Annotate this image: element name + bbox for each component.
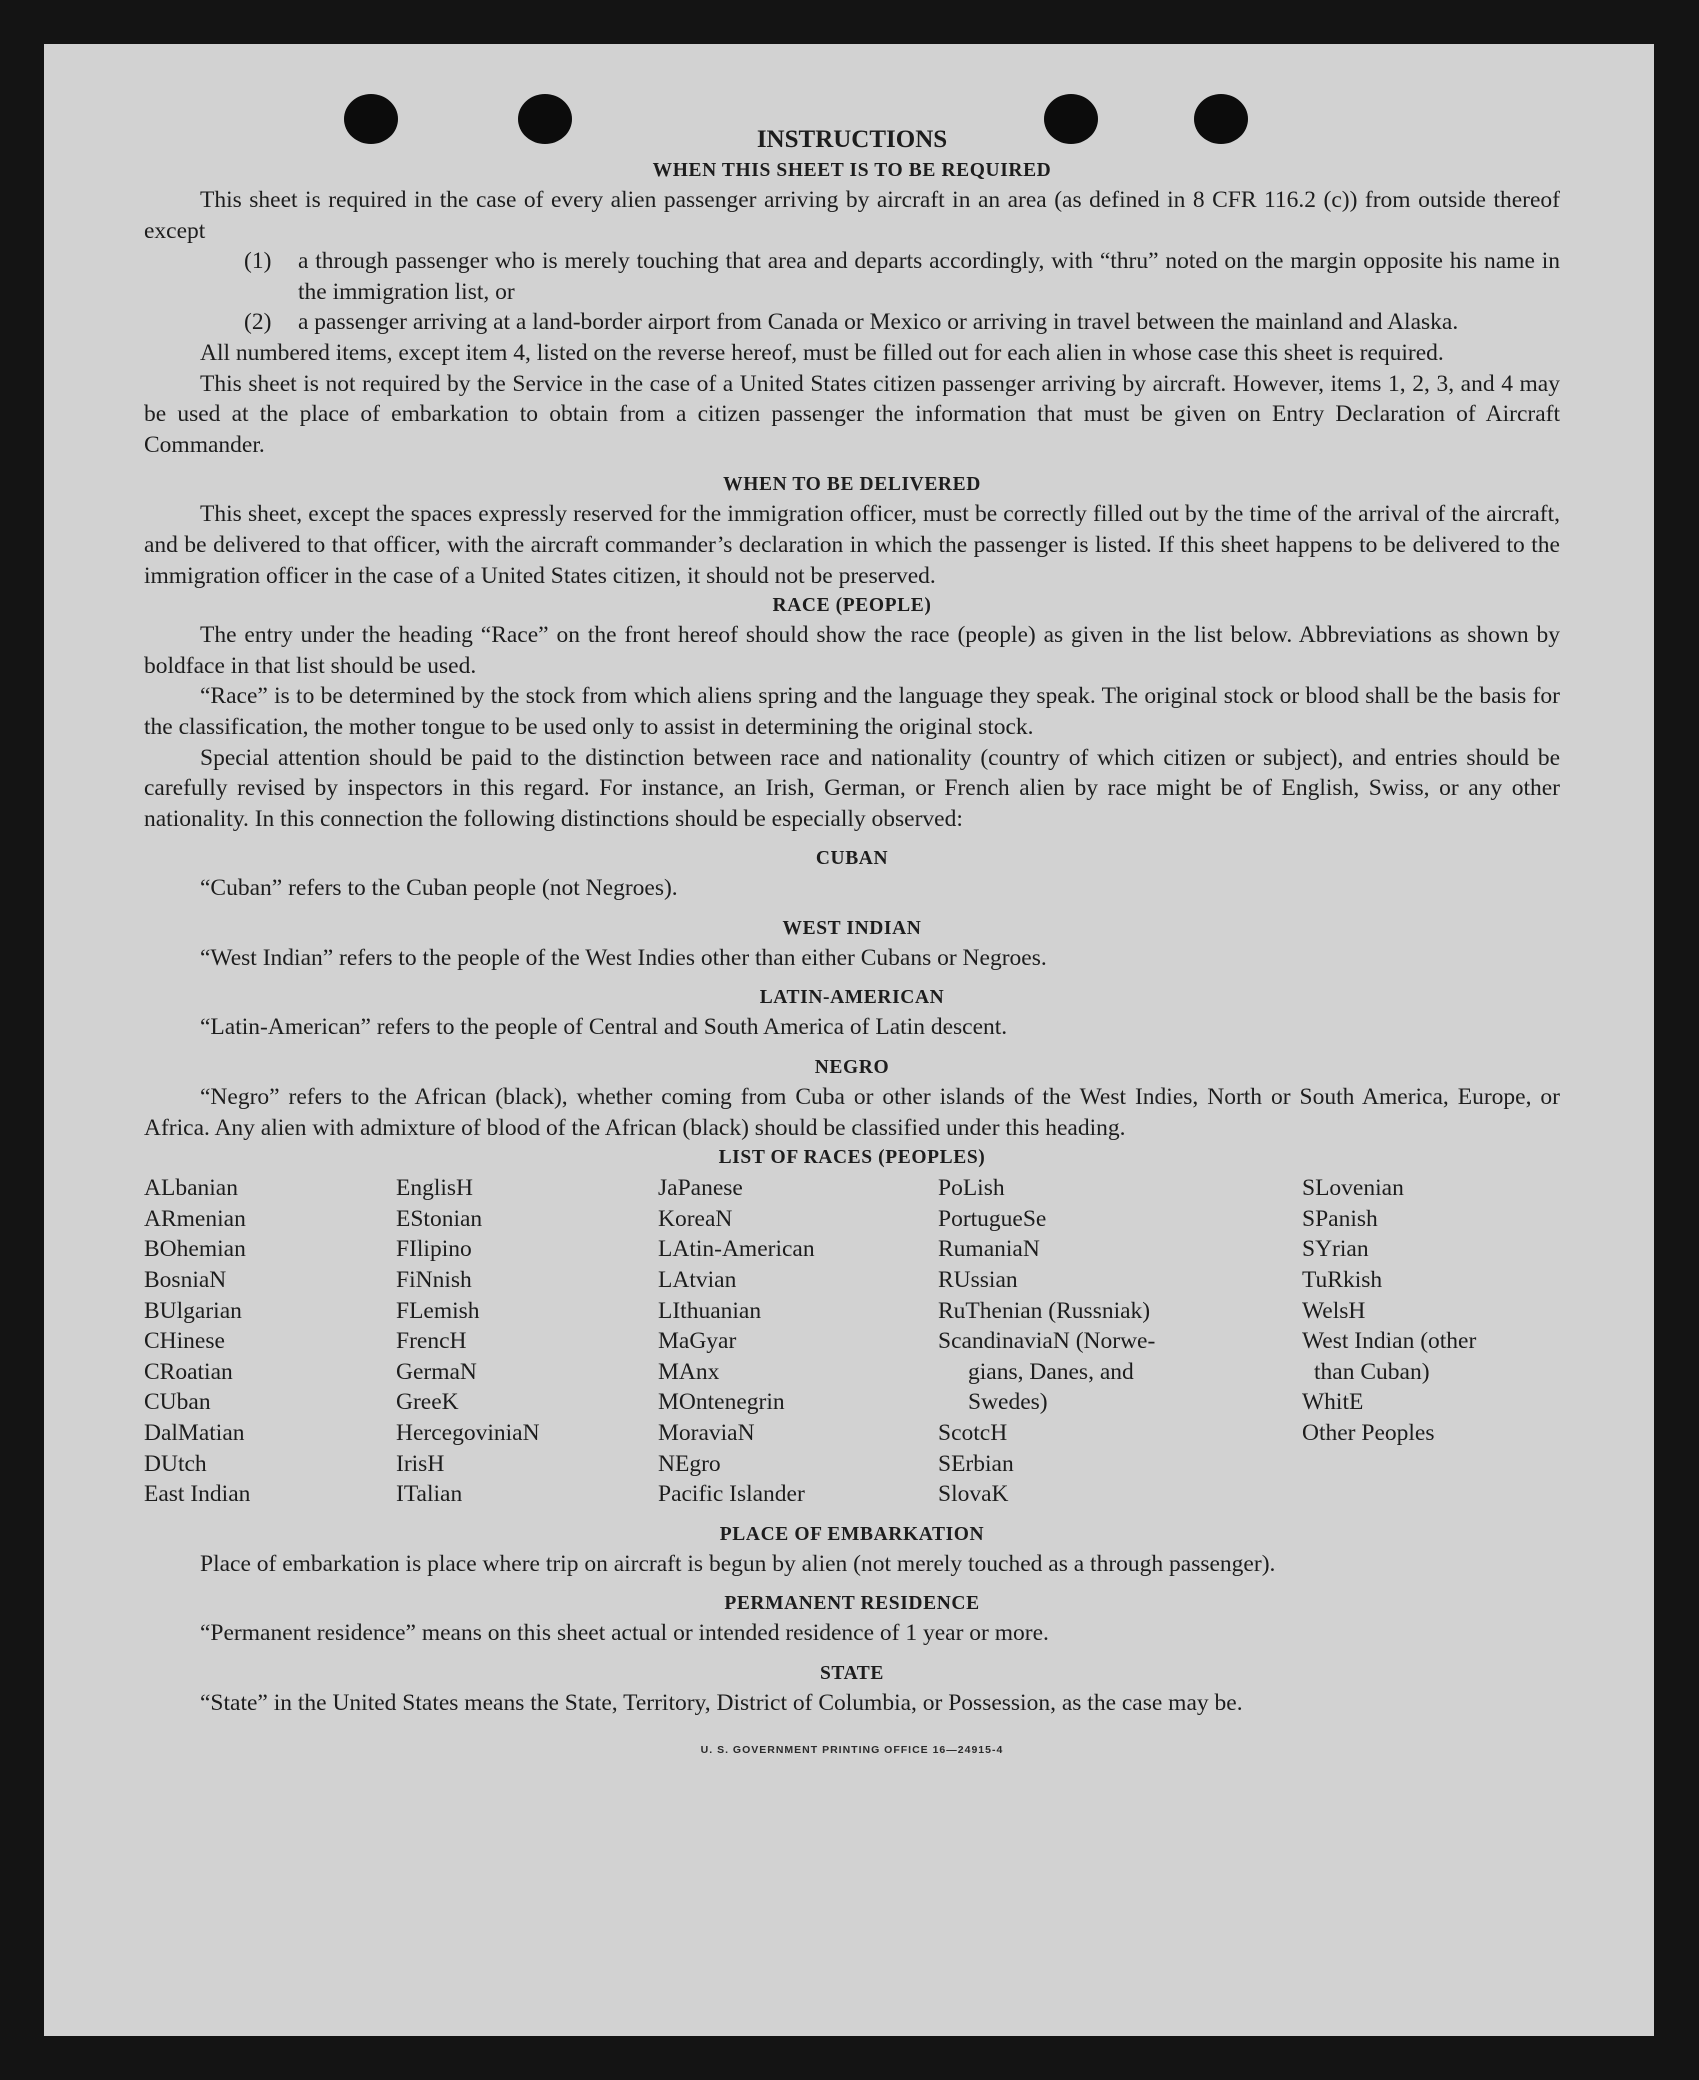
race-entry: SLovenian: [1302, 1175, 1404, 1202]
race-entry: FiNnish: [396, 1267, 472, 1294]
heading-when-delivered: WHEN TO BE DELIVERED: [723, 474, 981, 496]
race-entry: Pacific Islander: [658, 1481, 805, 1508]
paragraph: Special attention should be paid to the distinction between race and nationality (country of which citizen or subject), and entries should be carefully revised by inspectors in this regard. For instance, an Irish, German, or French alien by race might be of English, Swiss, or any other nationality. In this connection the following distinctions should be especially observed:: [144, 744, 1560, 832]
race-entry: LAtin-American: [658, 1236, 815, 1263]
paragraph: All numbered items, except item 4, listed on the reverse hereof, must be filled out for each alien in whose case this sheet is required.: [200, 339, 1444, 366]
race-entry: JaPanese: [658, 1175, 743, 1202]
race-entry: MaGyar: [658, 1328, 737, 1355]
document-sheet: [44, 44, 1654, 2036]
race-entry: CUban: [144, 1389, 211, 1416]
paragraph: “Latin-American” refers to the people of Central and South America of Latin descent.: [200, 1014, 1008, 1041]
race-entry: East Indian: [144, 1481, 251, 1508]
heading-latin-american: LATIN-AMERICAN: [759, 987, 945, 1009]
race-entry: KoreaN: [658, 1205, 733, 1232]
heading-when-required: WHEN THIS SHEET IS TO BE REQUIRED: [652, 160, 1052, 181]
race-entry: SYrian: [1302, 1236, 1369, 1263]
race-entry: DUtch: [144, 1450, 207, 1477]
race-entry: MoraviaN: [658, 1420, 755, 1446]
paragraph: “Cuban” refers to the Cuban people (not Negroes).: [200, 875, 678, 902]
races-column: [938, 1173, 1302, 1510]
race-entry: NEgro: [658, 1450, 721, 1477]
race-entry: West Indian (other: [1302, 1328, 1477, 1355]
list-item: [144, 246, 1560, 307]
race-entry-continuation: Swedes): [968, 1389, 1048, 1416]
race-entry: TuRkish: [1302, 1267, 1383, 1294]
races-column: [396, 1173, 658, 1510]
race-entry: EStonian: [396, 1205, 483, 1232]
paragraph: “Negro” refers to the African (black), whether coming from Cuba or other islands of the West Indies, North or South America, Europe, or Africa. Any alien with admixture of blood of the African (black) should be classified under this heading.: [144, 1084, 1560, 1141]
race-entry: DalMatian: [144, 1420, 245, 1446]
race-entry: LIthuanian: [658, 1297, 762, 1324]
heading-race: RACE (PEOPLE): [772, 595, 932, 617]
race-entry: WhitE: [1302, 1389, 1364, 1416]
race-entry: SPanish: [1302, 1205, 1378, 1232]
item-text: a passenger arriving at a land-border airport from Canada or Mexico or arriving in travel between the mainland and Alaska.: [298, 309, 1459, 336]
race-entry-continuation: than Cuban): [1314, 1358, 1430, 1385]
paragraph: The entry under the heading “Race” on the front hereof should show the race (people) as given in the list below. Abbreviations as shown by boldface in that list should be used.: [144, 622, 1560, 679]
paragraph: “State” in the United States means the State, Territory, District of Columbia, or Possession, as the case may be.: [200, 1689, 1243, 1716]
heading-list-of-races: LIST OF RACES (PEOPLES): [718, 1147, 986, 1169]
races-column: [144, 1173, 396, 1510]
race-entry: GermaN: [396, 1358, 477, 1385]
heading-residence: PERMANENT RESIDENCE: [724, 1593, 980, 1615]
heading-negro: NEGRO: [814, 1057, 890, 1079]
race-entry: MOntenegrin: [658, 1389, 785, 1416]
race-entry: BosniaN: [144, 1267, 227, 1294]
race-entry: LAtvian: [658, 1267, 737, 1294]
race-entry: EnglisH: [396, 1175, 474, 1202]
race-entry: FIlipino: [396, 1236, 472, 1263]
race-entry: CRoatian: [144, 1358, 233, 1385]
race-entry: ScotcH: [938, 1420, 1008, 1446]
race-entry: RUssian: [938, 1267, 1018, 1294]
paragraph: This sheet is required in the case of every alien passenger arriving by aircraft in an area (as defined in 8 CFR 116.2 (c)) from outside thereof except: [144, 187, 1560, 244]
race-entry: Other Peoples: [1302, 1420, 1435, 1446]
item-text: a through passenger who is merely touching that area and departs accordingly, with “thru” noted on the margin opposite his name in the immigration list, or: [298, 248, 1560, 305]
race-entry: HercegoviniaN: [396, 1420, 540, 1446]
race-entry: BOhemian: [144, 1236, 246, 1263]
race-entry: FLemish: [396, 1297, 480, 1324]
paragraph: This sheet is not required by the Service in the case of a United States citizen passenger arriving by aircraft. However, items 1, 2, 3, and 4 may be used at the place of embarkation to obtain from a citizen passenger the information that must be given on Entry Declaration of Aircraft Commander.: [144, 370, 1560, 458]
paragraph: “West Indian” refers to the people of the West Indies other than either Cubans or Negroes.: [200, 944, 1047, 971]
item-number: (2): [244, 309, 272, 336]
race-entry: FrencH: [396, 1328, 467, 1355]
race-entry-continuation: gians, Danes, and: [968, 1358, 1134, 1385]
race-entry: ALbanian: [144, 1175, 238, 1202]
race-entry: WelsH: [1302, 1297, 1366, 1324]
paragraph: “Permanent residence” means on this sheet actual or intended residence of 1 year or more.: [200, 1620, 1049, 1647]
heading-west-indian: WEST INDIAN: [782, 917, 922, 939]
paragraph: This sheet, except the spaces expressly reserved for the immigration officer, must be correctly filled out by the time of the arrival of the aircraft, and be delivered to that officer, with the aircraft commander’s declaration in which the passenger is listed. If this sheet happens to be delivered to the immigration officer in the case of a United States citizen, it should not be preserved.: [144, 501, 1560, 589]
printer-imprint: U. S. GOVERNMENT PRINTING OFFICE 16—24915-4: [700, 1743, 1004, 1756]
race-entry: PoLish: [938, 1175, 1005, 1202]
races-column: [658, 1173, 938, 1510]
race-entry: BUlgarian: [144, 1297, 242, 1324]
heading-state: STATE: [819, 1662, 885, 1684]
race-entry: ITalian: [396, 1481, 463, 1508]
race-entry: ARmenian: [144, 1205, 246, 1232]
race-entry: PortugueSe: [938, 1205, 1047, 1232]
races-column: [1302, 1173, 1560, 1510]
item-number: (1): [244, 248, 272, 275]
heading-cuban: CUBAN: [815, 848, 889, 870]
race-entry: CHinese: [144, 1328, 225, 1355]
race-entry: RumaniaN: [938, 1236, 1040, 1263]
paragraph: “Race” is to be determined by the stock from which aliens spring and the language they speak. The original stock or blood shall be the basis for the classification, the mother tongue to be used only to assist in determining the original stock.: [144, 683, 1560, 740]
paragraph: Place of embarkation is place where trip on aircraft is begun by alien (not merely touched as a through passenger).: [200, 1550, 1276, 1577]
race-entry: RuThenian (Russniak): [938, 1297, 1151, 1324]
race-entry: SlovaK: [938, 1481, 1009, 1508]
list-item: [144, 307, 1560, 338]
heading-embarkation: PLACE OF EMBARKATION: [719, 1523, 985, 1545]
race-entry: SErbian: [938, 1450, 1014, 1477]
page-title: INSTRUCTIONS: [756, 126, 948, 153]
race-entry: GreeK: [396, 1389, 459, 1416]
instructions-body: [144, 122, 1560, 1765]
race-entry: IrisH: [396, 1450, 445, 1477]
races-list: [144, 1173, 1560, 1510]
race-entry: ScandinaviaN (Norwe-: [938, 1328, 1156, 1355]
race-entry: MAnx: [658, 1358, 720, 1385]
